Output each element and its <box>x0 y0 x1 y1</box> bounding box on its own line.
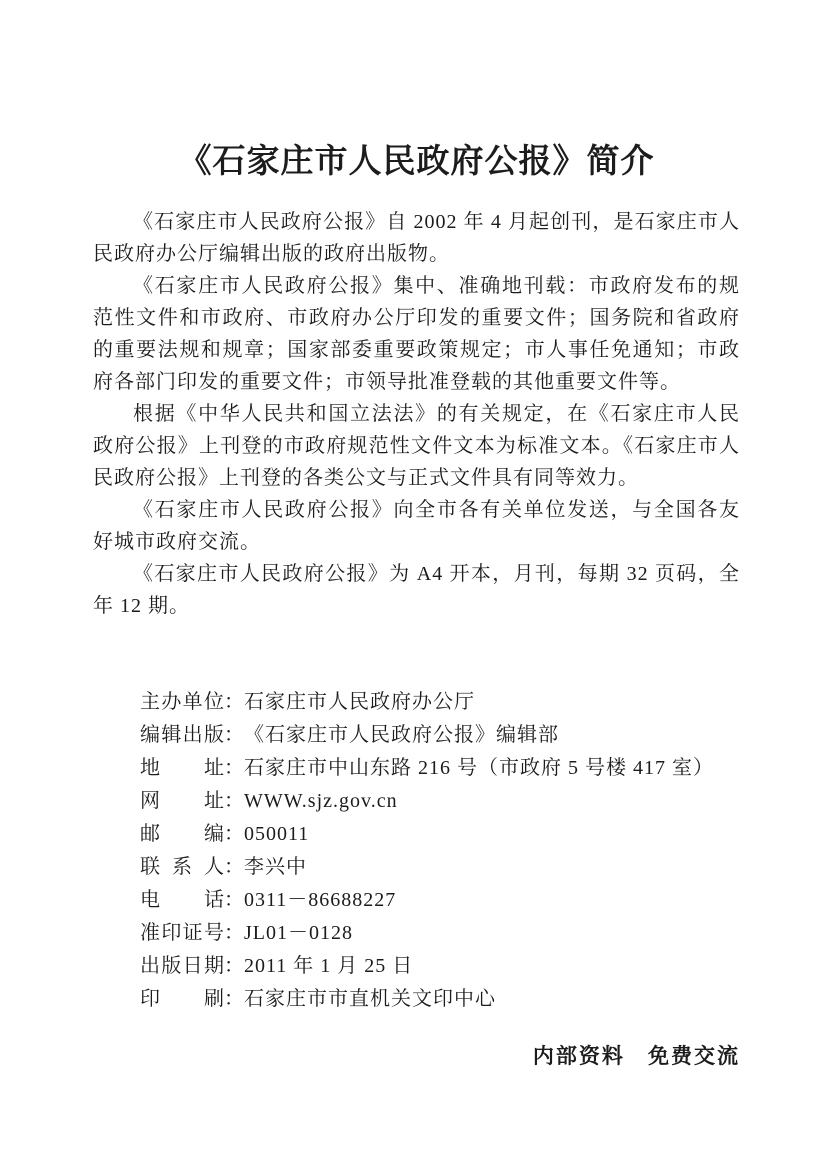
info-label: 主办单位 <box>140 691 224 713</box>
intro-paragraph: 《石家庄市人民政府公报》自 2002 年 4 月起创刊，是石家庄市人民政府办公厅编辑出版的政府出版物。 <box>93 211 740 265</box>
info-colon: ： <box>224 856 244 878</box>
info-colon: ： <box>224 691 244 713</box>
info-row <box>140 686 740 719</box>
info-label: 网址 <box>140 790 224 812</box>
info-value: 李兴中 <box>244 856 307 878</box>
info-value: 《石家庄市人民政府公报》编辑部 <box>244 724 559 746</box>
page-title: 《石家庄市人民政府公报》简介 <box>178 144 655 180</box>
info-value: WWW.sjz.gov.cn <box>244 790 398 812</box>
footer-note-right: 免费交流 <box>648 1045 740 1068</box>
info-label: 地址 <box>140 757 224 779</box>
intro-paragraph: 根据《中华人民共和国立法法》的有关规定，在《石家庄市人民政府公报》上刊登的市政府规范性文件文本为标准文本。《石家庄市人民政府公报》上刊登的各类公文与正式文件具有同等效力。 <box>93 403 740 489</box>
info-label: 电话 <box>140 889 224 911</box>
info-row <box>140 719 740 752</box>
info-value: 石家庄市市直机关文印中心 <box>244 988 496 1010</box>
info-label: 准印证号 <box>140 922 224 944</box>
info-value: 2011 年 1 月 25 日 <box>244 955 414 977</box>
info-value: 石家庄市中山东路 216 号（市政府 5 号楼 417 室） <box>244 757 714 779</box>
info-label: 编辑出版 <box>140 724 224 746</box>
intro-section <box>93 206 740 622</box>
intro-paragraph: 《石家庄市人民政府公报》集中、准确地刊载：市政府发布的规范性文件和市政府、市政府办公厅印发的重要文件；国务院和省政府的重要法规和规章；国家部委重要政策规定；市人事任免通知；市政府各部门印发的重要文件；市领导批准登载的其他重要文件等。 <box>93 275 740 393</box>
info-row <box>140 851 740 884</box>
info-value: 石家庄市人民政府办公厅 <box>244 691 475 713</box>
info-colon: ： <box>224 955 244 977</box>
info-row <box>140 983 740 1016</box>
info-row <box>140 818 740 851</box>
info-colon: ： <box>224 922 244 944</box>
info-row <box>140 950 740 983</box>
intro-paragraph: 《石家庄市人民政府公报》向全市各有关单位发送，与全国各友好城市政府交流。 <box>93 499 740 553</box>
info-colon: ： <box>224 823 244 845</box>
info-colon: ： <box>224 988 244 1010</box>
info-value: 0311－86688227 <box>244 889 397 911</box>
info-colon: ： <box>224 889 244 911</box>
info-colon: ： <box>224 724 244 746</box>
footer-note <box>93 1042 740 1072</box>
info-colon: ： <box>224 757 244 779</box>
info-label: 印刷 <box>140 988 224 1010</box>
info-row <box>140 785 740 818</box>
intro-paragraph: 《石家庄市人民政府公报》为 A4 开本，月刊，每期 32 页码，全年 12 期。 <box>93 563 740 617</box>
info-value: JL01－0128 <box>244 922 353 944</box>
info-row <box>140 917 740 950</box>
info-value: 050011 <box>244 823 310 845</box>
info-label: 邮编 <box>140 823 224 845</box>
info-row <box>140 752 740 785</box>
info-label: 出版日期 <box>140 955 224 977</box>
info-label: 联系人 <box>140 856 224 878</box>
footer-note-left: 内部资料 <box>532 1045 625 1068</box>
info-colon: ： <box>224 790 244 812</box>
publication-info-section <box>140 686 740 1016</box>
info-row <box>140 884 740 917</box>
